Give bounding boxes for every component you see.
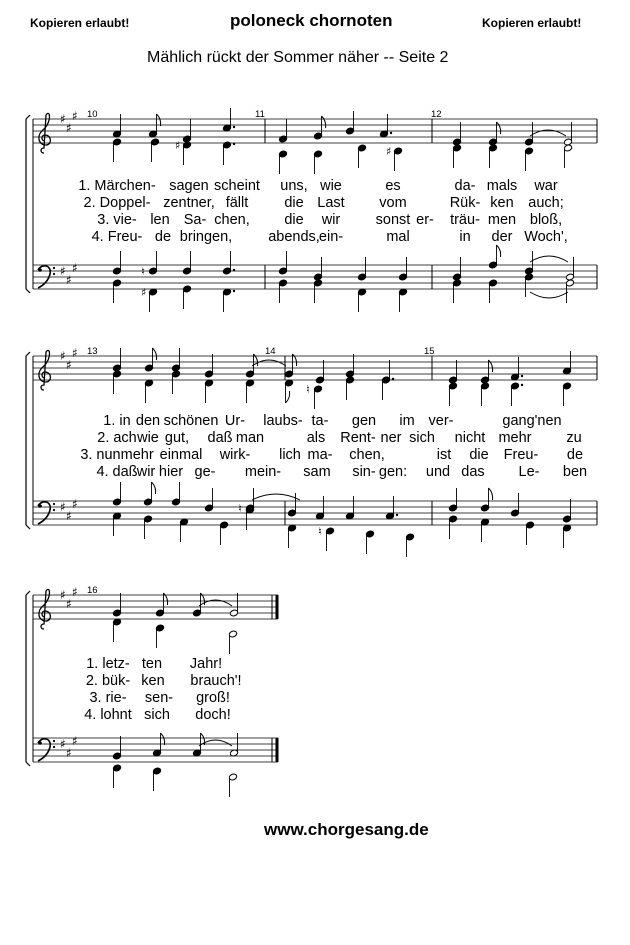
lyric-syllable: hier <box>158 464 184 480</box>
tie <box>530 292 568 298</box>
dot <box>521 375 523 377</box>
lyric-syllable: da- <box>454 178 476 194</box>
bass-clef-dot <box>38 268 42 272</box>
sharp-icon: ♯ <box>66 746 72 760</box>
lyric-syllable: ma- <box>307 447 333 463</box>
lyric-syllable: auch; <box>528 195 564 211</box>
bass-clef-dot <box>53 273 55 275</box>
sharp-icon: ♯ <box>72 585 78 599</box>
lyric-syllable: ta- <box>311 413 329 429</box>
lyric-syllable: chen, <box>214 212 250 228</box>
lyric-syllable: 3. nunmehr <box>80 447 154 463</box>
measure-number: 13 <box>87 346 98 357</box>
lyric-syllable: Rük- <box>449 195 481 211</box>
lyric-syllable: wie <box>137 430 159 446</box>
copy-notice-left: Kopieren erlaubt! <box>30 16 130 30</box>
measure-number: 15 <box>424 346 435 357</box>
lyric-syllable: ken <box>490 195 514 211</box>
natural-icon: ♮ <box>318 525 322 538</box>
sharp-icon: ♯ <box>60 264 66 278</box>
lyric-syllable: 1. letz- <box>86 656 130 672</box>
sharp-icon: ♯ <box>60 588 66 602</box>
lyric-syllable: sich <box>409 430 435 446</box>
measure-number: 11 <box>255 109 265 120</box>
measure-number: 14 <box>265 346 276 357</box>
lyric-syllable: wie <box>320 178 342 194</box>
lyric-syllable: sam <box>303 464 331 480</box>
lyric-syllable: den <box>135 413 161 429</box>
lyric-syllable: ken <box>141 673 165 689</box>
lyric-syllable: ist <box>436 447 452 463</box>
flag <box>322 116 326 128</box>
lyric-syllable: 1. in <box>103 413 131 429</box>
dot <box>233 143 235 145</box>
lyric-syllable: ein- <box>318 229 344 245</box>
natural-icon: ♮ <box>306 383 310 396</box>
lyric-syllable: die <box>284 212 304 228</box>
sharp-icon: ♯ <box>60 737 66 751</box>
lyric-syllable: wirk- <box>219 447 251 463</box>
lyric-syllable: sin- <box>352 464 376 480</box>
lyric-syllable: Last <box>317 195 345 211</box>
lyric-syllable: sonst <box>375 212 411 228</box>
lyric-syllable: und <box>425 464 451 480</box>
lyric-syllable: abends, <box>268 229 320 245</box>
lyric-syllable: schönen <box>163 413 219 429</box>
lyric-syllable: mal <box>386 229 410 245</box>
lyrics-and-measure-numbers <box>78 109 587 723</box>
lyric-syllable: ten <box>141 656 163 672</box>
lyric-syllable: Freu- <box>503 447 539 463</box>
system-bracket <box>26 591 30 595</box>
natural-icon: ♮ <box>238 502 242 515</box>
system-bracket <box>26 352 30 356</box>
flag <box>161 733 165 745</box>
lyric-syllable: lich <box>279 447 301 463</box>
lyric-syllable: träu- <box>450 212 480 228</box>
system-bracket <box>26 115 30 119</box>
lyric-syllable: im <box>399 413 415 429</box>
lyric-syllable: es <box>385 178 401 194</box>
flag <box>497 122 501 134</box>
bass-clef-dot <box>53 509 55 511</box>
flag <box>157 114 161 126</box>
lyric-syllable: sagen <box>169 178 209 194</box>
publisher-title: poloneck chornoten <box>230 11 393 30</box>
bass-clef-dot <box>53 746 55 748</box>
measure-number: 10 <box>87 109 98 120</box>
bass-clef-dot <box>53 740 55 742</box>
measure-number: 16 <box>87 585 98 596</box>
lyric-syllable: scheint <box>214 178 260 194</box>
lyric-syllable: einmal <box>159 447 203 463</box>
lyric-syllable: 3. vie- <box>97 212 137 228</box>
lyric-syllable: vom <box>379 195 407 211</box>
lyric-syllable: war <box>534 178 558 194</box>
bass-clef-dot <box>38 504 42 508</box>
song-subtitle: Mählich rückt der Sommer näher -- Seite 2 <box>147 49 449 66</box>
lyric-syllable: gen: <box>378 464 408 480</box>
lyric-syllable: wir <box>321 212 341 228</box>
system-bracket <box>26 762 30 766</box>
lyric-syllable: ner <box>380 430 402 446</box>
lyric-syllable: Ur- <box>224 413 246 429</box>
lyric-syllable: zentner, <box>163 195 215 211</box>
flag <box>497 245 501 257</box>
lyric-syllable: mein- <box>244 464 282 480</box>
tie <box>530 256 568 262</box>
lyric-syllable: 2. Doppel- <box>83 195 151 211</box>
sharp-icon: ♯ <box>66 273 72 287</box>
lyric-syllable: 2. bük- <box>85 673 131 689</box>
lyric-syllable: in <box>459 229 471 245</box>
sharp-icon: ♯ <box>72 261 78 275</box>
lyric-syllable: 4. Freu- <box>91 229 143 245</box>
dot <box>233 269 235 271</box>
lyric-syllable: die <box>284 195 304 211</box>
sharp-icon: ♯ <box>60 500 66 514</box>
system-bracket <box>26 525 30 529</box>
bass-clef-dot <box>38 741 42 745</box>
lyric-syllable: sen- <box>144 690 174 706</box>
lyric-syllable: ver- <box>428 413 454 429</box>
measure-number: 12 <box>431 109 442 120</box>
lyric-syllable: groß! <box>196 690 230 706</box>
dot <box>396 514 398 516</box>
dot <box>392 378 394 380</box>
lyric-syllable: er- <box>416 212 434 228</box>
lyric-syllable: Sa- <box>183 212 207 228</box>
sharp-icon: ♯ <box>60 349 66 363</box>
lyric-syllable: 4. lohnt <box>84 707 132 723</box>
lyric-syllable: die <box>469 447 489 463</box>
lyric-syllable: ge- <box>194 464 216 480</box>
sharp-icon: ♯ <box>66 509 72 523</box>
dot <box>233 126 235 128</box>
lyric-syllable: als <box>306 430 326 446</box>
lyric-syllable: Rent- <box>340 430 376 446</box>
sharp-icon: ♯ <box>72 346 78 360</box>
lyric-syllable: zu <box>566 430 582 446</box>
sharp-icon: ♯ <box>66 121 72 135</box>
sharp-icon: ♯ <box>72 497 78 511</box>
sharp-icon: ♯ <box>66 358 72 372</box>
flag <box>489 488 493 500</box>
lyric-syllable: sich <box>144 707 170 723</box>
website-url: www.chorgesang.de <box>264 820 429 839</box>
lyric-syllable: mals <box>486 178 518 194</box>
lyric-syllable: man <box>235 430 265 446</box>
lyric-syllable: 1. Märchen- <box>78 178 156 194</box>
lyric-syllable: daß <box>207 430 233 446</box>
lyric-syllable: gut, <box>164 430 190 446</box>
lyric-syllable: gen <box>351 413 377 429</box>
lyric-syllable: 3. rie- <box>89 690 127 706</box>
copy-notice-right: Kopieren erlaubt! <box>482 16 582 30</box>
lyric-syllable: de <box>154 229 172 245</box>
lyric-syllable: len <box>150 212 170 228</box>
lyric-syllable: chen, <box>349 447 385 463</box>
flag <box>286 391 290 403</box>
lyric-syllable: gang'nen <box>502 413 562 429</box>
lyric-syllable: mehr <box>498 430 532 446</box>
lyric-syllable: fällt <box>225 195 249 211</box>
tie <box>199 740 232 746</box>
sharp-icon: ♯ <box>72 109 78 123</box>
lyric-syllable: ben <box>562 464 588 480</box>
lyric-syllable: men <box>487 212 517 228</box>
sharp-icon: ♯ <box>60 112 66 126</box>
sharp-icon: ♯ <box>72 734 78 748</box>
flag <box>152 482 156 494</box>
dot <box>521 384 523 386</box>
lyric-syllable: de <box>566 447 584 463</box>
lyric-syllable: Le- <box>518 464 540 480</box>
sharp-icon: ♯ <box>141 286 147 299</box>
lyric-syllable: bloß, <box>529 212 563 228</box>
tie <box>252 494 300 500</box>
lyric-syllable: laubs- <box>263 413 303 429</box>
flag <box>153 348 157 360</box>
lyric-syllable: das <box>461 464 485 480</box>
natural-icon: ♮ <box>141 265 145 278</box>
sharp-icon: ♯ <box>66 597 72 611</box>
lyric-syllable: bringen, <box>179 229 233 245</box>
lyric-syllable: 2. ach <box>97 430 137 446</box>
lyric-syllable: doch! <box>195 707 231 723</box>
lyric-syllable: brauch'! <box>190 673 242 689</box>
lyric-syllable: 4. daß <box>96 464 138 480</box>
system-bracket <box>26 289 30 293</box>
lyric-syllable: wir <box>136 464 156 480</box>
lyric-syllable: der <box>491 229 513 245</box>
lyric-syllable: Jahr! <box>189 656 223 672</box>
dot <box>390 132 392 134</box>
lyric-syllable: nicht <box>454 430 486 446</box>
sharp-icon: ♯ <box>175 139 181 152</box>
dot <box>233 290 235 292</box>
lyric-syllable: Woch', <box>524 229 568 245</box>
lyric-syllable: uns, <box>280 178 308 194</box>
sharp-icon: ♯ <box>386 145 392 158</box>
bass-clef-dot <box>53 267 55 269</box>
bass-clef-dot <box>53 503 55 505</box>
